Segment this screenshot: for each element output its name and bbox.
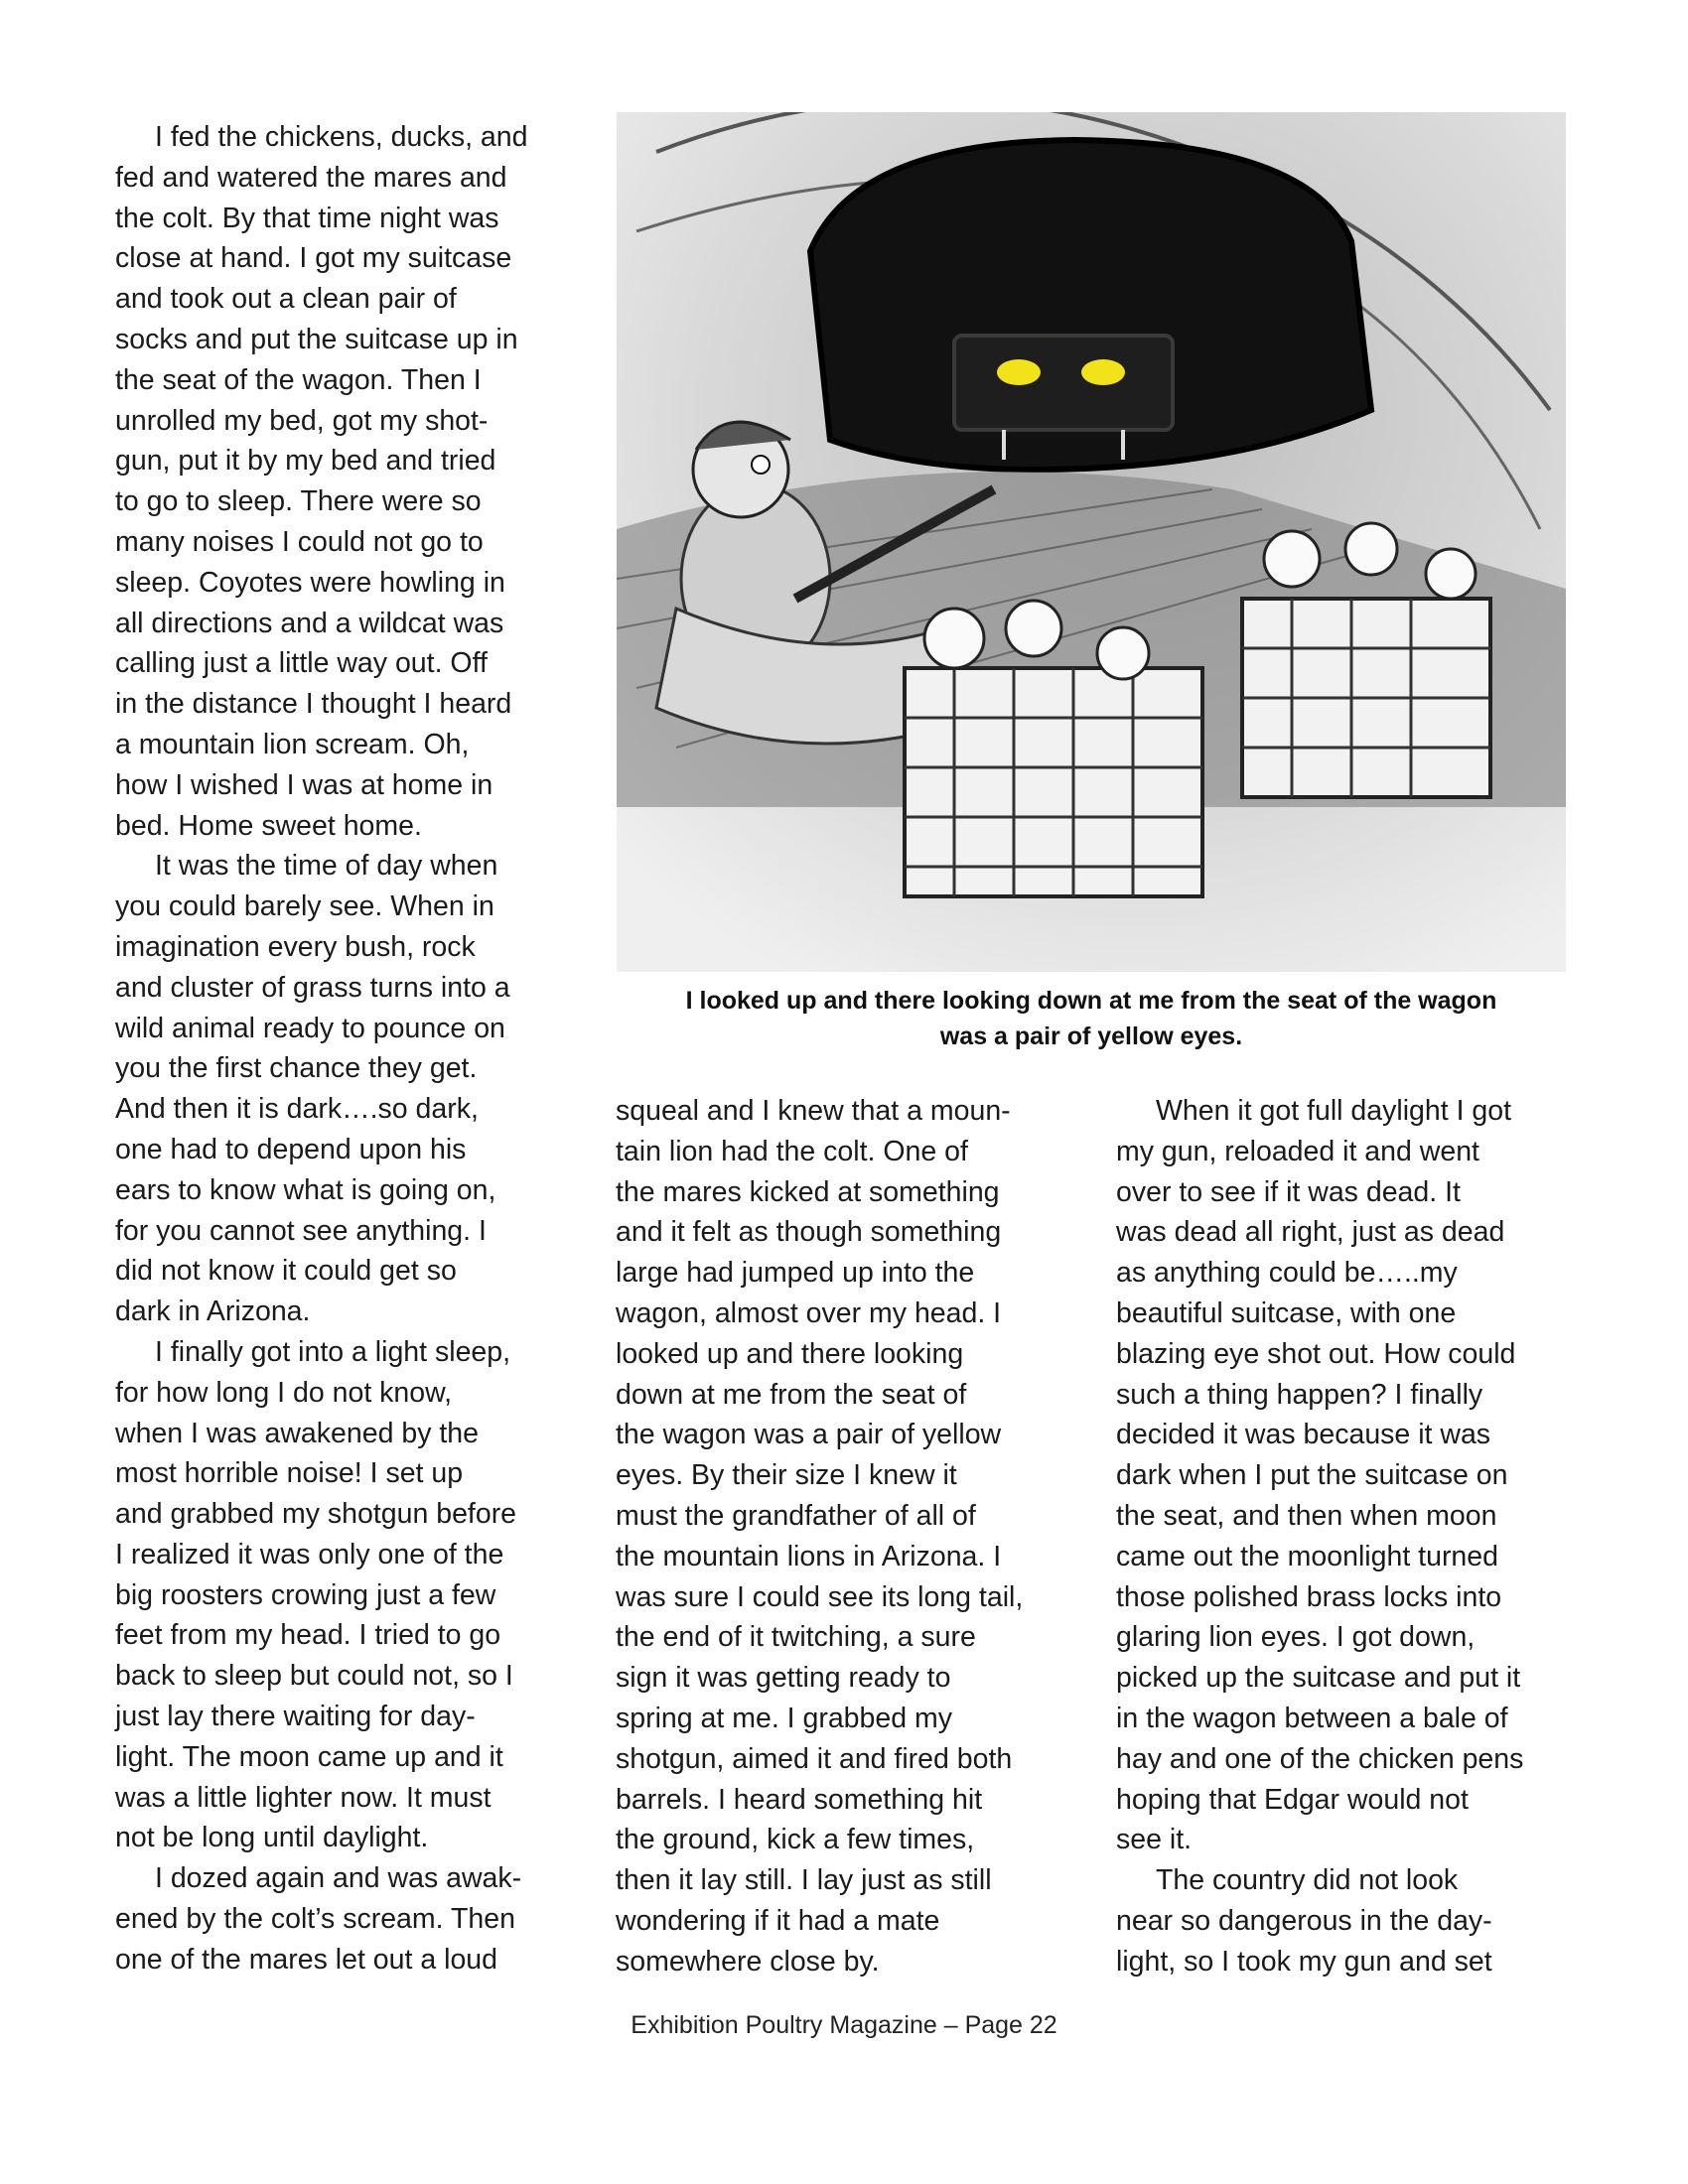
text-line: hoping that Edgar would not: [1116, 1783, 1469, 1816]
sketch-drawing: [617, 112, 1566, 972]
wagon-night-illustration: [617, 112, 1566, 972]
text-line: was sure I could see its long tail,: [616, 1580, 1024, 1613]
text-line: most horrible noise! I set up: [115, 1457, 464, 1490]
text-line: the mares kicked at something: [616, 1175, 1000, 1208]
text-line: the ground, kick a few times,: [616, 1824, 975, 1856]
paragraph: [115, 1858, 562, 1979]
text-line: to go to sleep. There were so: [115, 485, 482, 518]
chicken-pen-right: [1242, 599, 1490, 797]
text-line: must the grandfather of all of: [616, 1499, 976, 1532]
text-line: blazing eye shot out. How could: [1116, 1337, 1516, 1370]
text-line: eyes. By their size I knew it: [616, 1459, 957, 1492]
text-line: as anything could be…..my: [1116, 1257, 1458, 1290]
text-line: I realized it was only one of the: [115, 1538, 504, 1570]
text-line: beautiful suitcase, with one: [1116, 1297, 1457, 1329]
text-line: ened by the colt’s scream. Then: [115, 1903, 515, 1936]
text-line: such a thing happen? I finally: [1116, 1378, 1483, 1411]
caption-line: was a pair of yellow eyes.: [939, 1023, 1243, 1050]
text-line: shotgun, aimed it and fired both: [616, 1742, 1013, 1775]
text-line: and cluster of grass turns into a: [115, 971, 510, 1004]
paragraph: [616, 1091, 1062, 1982]
text-line: light, so I took my gun and set: [1116, 1945, 1492, 1978]
text-line: came out the moonlight turned: [1116, 1540, 1498, 1572]
text-line: sign it was getting ready to: [616, 1662, 951, 1695]
yellow-eye-right: [1081, 359, 1125, 385]
text-line: feet from my head. I tried to go: [115, 1619, 501, 1652]
text-line: and grabbed my shotgun before: [115, 1498, 517, 1531]
text-line: in the wagon between a bale of: [1116, 1702, 1508, 1734]
text-line: not be long until daylight.: [115, 1822, 429, 1854]
text-line: wondering if it had a mate: [616, 1904, 940, 1937]
text-line: you could barely see. When in: [115, 890, 494, 923]
text-line: all directions and a wildcat was: [115, 607, 504, 639]
text-line: one of the mares let out a loud: [115, 1943, 498, 1976]
text-line: looked up and there looking: [616, 1337, 964, 1370]
paragraph: [115, 1332, 562, 1858]
text-line: the wagon was a pair of yellow: [616, 1419, 1002, 1451]
text-line: ears to know what is going on,: [115, 1173, 496, 1206]
text-line: my gun, reloaded it and went: [1116, 1135, 1479, 1167]
text-line: and took out a clean pair of: [115, 283, 457, 316]
text-line: for you cannot see anything. I: [115, 1214, 487, 1247]
text-line: over to see if it was dead. It: [1116, 1175, 1461, 1208]
text-line: close at hand. I got my suitcase: [115, 242, 512, 275]
text-line: see it.: [1116, 1824, 1193, 1856]
text-line: the mountain lions in Arizona. I: [616, 1540, 1002, 1572]
page-footer: Exhibition Poultry Magazine – Page 22: [631, 2011, 1057, 2039]
text-line: one had to depend upon his: [115, 1133, 467, 1165]
article-column-middle: [616, 1091, 1062, 1982]
text-line: I fed the chickens, ducks, and: [155, 121, 528, 153]
text-line: socks and put the suitcase up in: [115, 323, 518, 355]
text-line: and it felt as though something: [616, 1216, 1002, 1249]
boy-eye: [752, 456, 770, 474]
text-line: sleep. Coyotes were howling in: [115, 566, 505, 599]
text-line: dark in Arizona.: [115, 1296, 311, 1328]
text-line: for how long I do not know,: [115, 1376, 453, 1409]
text-line: imagination every bush, rock: [115, 930, 476, 963]
text-line: spring at me. I grabbed my: [616, 1702, 952, 1734]
text-line: decided it was because it was: [1116, 1419, 1491, 1451]
text-line: wild animal ready to pounce on: [115, 1012, 505, 1044]
text-line: tain lion had the colt. One of: [616, 1135, 968, 1167]
text-line: just lay there waiting for day-: [115, 1701, 476, 1733]
text-line: when I was awakened by the: [115, 1417, 479, 1449]
text-line: the seat of the wagon. Then I: [115, 363, 482, 396]
illustration-caption: [617, 983, 1566, 1054]
text-line: calling just a little way out. Off: [115, 647, 488, 680]
text-line: the end of it twitching, a sure: [616, 1621, 976, 1654]
text-line: dark when I put the suitcase on: [1116, 1459, 1508, 1492]
text-line: was dead all right, just as dead: [1116, 1216, 1505, 1249]
text-line: wagon, almost over my head. I: [616, 1297, 1002, 1329]
text-line: the colt. By that time night was: [115, 202, 499, 234]
text-line: light. The moon came up and it: [115, 1740, 503, 1773]
text-line: I finally got into a light sleep,: [155, 1335, 511, 1368]
text-line: I dozed again and was awak-: [155, 1862, 522, 1895]
text-line: big roosters crowing just a few: [115, 1578, 496, 1611]
text-line: you the first chance they get.: [115, 1052, 478, 1085]
text-line: It was the time of day when: [155, 850, 498, 883]
text-line: hay and one of the chicken pens: [1116, 1742, 1524, 1775]
text-line: When it got full daylight I got: [1156, 1095, 1512, 1127]
yellow-eye-left: [997, 359, 1041, 385]
paragraph: [115, 846, 562, 1332]
text-line: unrolled my bed, got my shot-: [115, 404, 489, 437]
text-line: picked up the suitcase and put it: [1116, 1662, 1521, 1695]
text-line: many noises I could not go to: [115, 525, 484, 558]
text-line: And then it is dark….so dark,: [115, 1093, 479, 1126]
caption-line: I looked up and there looking down at me from the seat of the wagon: [685, 987, 1497, 1015]
text-line: the seat, and then when moon: [1116, 1499, 1497, 1532]
text-line: those polished brass locks into: [1116, 1580, 1502, 1613]
text-line: a mountain lion scream. Oh,: [115, 728, 470, 760]
text-line: was a little lighter now. It must: [115, 1781, 492, 1814]
text-line: in the distance I thought I heard: [115, 688, 512, 721]
text-line: near so dangerous in the day-: [1116, 1904, 1492, 1937]
text-line: squeal and I knew that a moun-: [616, 1095, 1011, 1127]
text-line: large had jumped up into the: [616, 1257, 975, 1290]
text-line: barrels. I heard something hit: [616, 1783, 983, 1816]
suitcase: [954, 336, 1173, 430]
text-line: The country did not look: [1156, 1864, 1459, 1897]
text-line: did not know it could get so: [115, 1255, 457, 1288]
article-column-left: [115, 117, 562, 1980]
text-line: how I wished I was at home in: [115, 768, 493, 801]
text-line: back to sleep but could not, so I: [115, 1660, 513, 1693]
text-line: fed and watered the mares and: [115, 161, 507, 194]
text-line: down at me from the seat of: [616, 1378, 967, 1411]
text-line: somewhere close by.: [616, 1945, 880, 1978]
paragraph: [115, 117, 562, 846]
text-line: bed. Home sweet home.: [115, 809, 422, 842]
paragraph: [1116, 1860, 1573, 1981]
text-line: gun, put it by my bed and tried: [115, 445, 496, 478]
chicken-pen-left: [905, 668, 1202, 896]
paragraph: [1116, 1091, 1573, 1860]
text-line: glaring lion eyes. I got down,: [1116, 1621, 1476, 1654]
article-column-right: [1116, 1091, 1573, 1982]
text-line: then it lay still. I lay just as still: [616, 1864, 992, 1897]
